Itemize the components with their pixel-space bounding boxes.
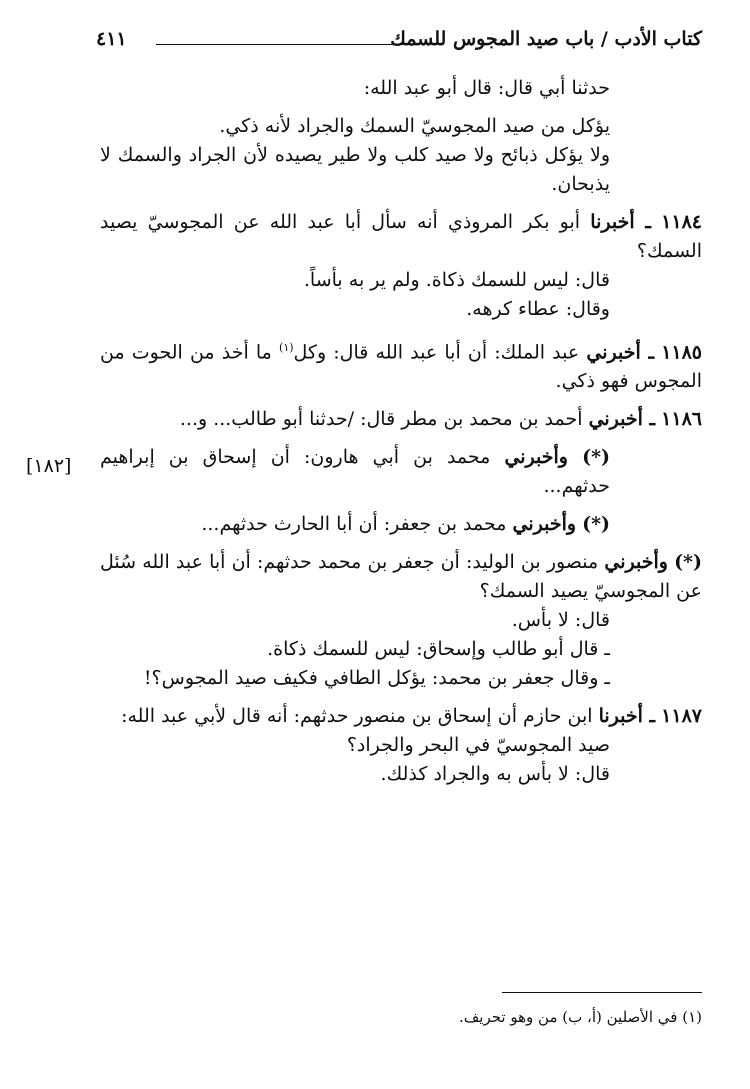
text-line: قال: لا بأس. (511, 609, 610, 632)
page-header (96, 28, 702, 58)
chain-item (100, 510, 702, 539)
footnote-rule (502, 992, 702, 993)
report-text: ابن حازم أن إسحاق بن منصور حدثهم: أنه قال لأبي عبد الله: (121, 705, 593, 728)
report-text: أحمد بن محمد بن مطر قال: /حدثنا أبو طالب... و... (179, 408, 583, 431)
report-text: منصور بن الوليد: أن جعفر بن محمد حدثهم: أن أبا عبد الله سُئل عن المجوسيّ يصيد السمك؟ (100, 551, 702, 603)
chain-item (100, 548, 702, 606)
asterisk-marker: (*) (582, 446, 610, 469)
report-keyword: أخبرنا (590, 211, 635, 233)
text-line: حدثنا أبي قال: قال أبو عبد الله: (363, 77, 610, 99)
asterisk-marker: (*) (582, 513, 610, 536)
text-line: ولا يؤكل ذبائح ولا صيد كلب ولا طير يصيده لأن الجراد والسمك لا يذبحان. (100, 144, 610, 195)
margin-reference: [١٨٢] (26, 455, 72, 477)
report-text: محمد بن أبي هارون: أن إسحاق بن إبراهيم حدثهم... (100, 446, 610, 498)
main-text (100, 74, 702, 789)
report-1184: ١١٨٤ ـ أخبرنا أبو بكر المروذي أنه سأل أبا عبد الله عن المجوسيّ يصيد السمك؟ (100, 211, 702, 262)
text-line: قال: ليس للسمك ذكاة. ولم ير به بأساً. (303, 269, 610, 291)
chain-item (100, 443, 702, 501)
report-text: أبو بكر المروذي أنه سأل أبا عبد الله عن المجوسيّ يصيد السمك؟ (100, 211, 702, 262)
report-keyword: وأخبرني (512, 513, 577, 536)
page-number: ٤١١ (96, 28, 127, 50)
running-title: كتاب الأدب / باب صيد المجوس للسمك (390, 28, 702, 50)
footnote: (١) في الأصلين (أ، ب) من وهو تحريف. (459, 1008, 702, 1026)
report-1185: ١١٨٥ ـ أخبرني عبد الملك: أن أبا عبد الله قال: وكل$^{(١)}$ ما أخذ من الحوت من المجوس فهو ذكي. (100, 341, 703, 393)
report-text: محمد بن جعفر: أن أبا الحارث حدثهم... (201, 513, 507, 536)
report-number: ١١٨٤ (661, 211, 702, 233)
report-keyword: أخبرني (586, 341, 641, 364)
report-keyword: أخبرنا (598, 705, 643, 728)
report-1187: ١١٨٧ ـ أخبرنا ابن حازم أن إسحاق بن منصور حدثهم: أنه قال لأبي عبد الله: (121, 705, 702, 728)
report-number: ١١٨٦ (661, 408, 702, 431)
report-number: ١١٨٥ (661, 341, 703, 364)
report-1186: ١١٨٦ ـ أخبرني أحمد بن محمد بن مطر قال: /حدثنا أبو طالب... و... (179, 408, 702, 431)
footnote-marker[interactable]: (١) (279, 341, 294, 354)
report-number: ١١٨٧ (661, 705, 702, 728)
report-keyword: وأخبرني (504, 446, 568, 469)
text-line: وقال: عطاء كرهه. (466, 298, 610, 320)
report-text: ما أخذ من الحوت من المجوس فهو ذكي. (100, 341, 702, 393)
report-text: عبد الملك: أن أبا عبد الله قال: وكل (293, 341, 580, 364)
text-line: صيد المجوسيّ في البحر والجراد؟ (346, 734, 610, 757)
header-rule (156, 44, 414, 45)
report-keyword: وأخبرني (604, 551, 668, 574)
text-line: قال: لا بأس به والجراد كذلك. (380, 763, 610, 786)
text-line: ـ وقال جعفر بن محمد: يؤكل الطافي فكيف صيد المجوس؟! (143, 667, 610, 690)
asterisk-marker: (*) (674, 551, 702, 574)
text-line: يؤكل من صيد المجوسيّ السمك والجراد لأنه ذكي. (219, 115, 610, 137)
report-keyword: أخبرني (588, 408, 643, 431)
text-line: ـ قال أبو طالب وإسحاق: ليس للسمك ذكاة. (267, 638, 610, 661)
